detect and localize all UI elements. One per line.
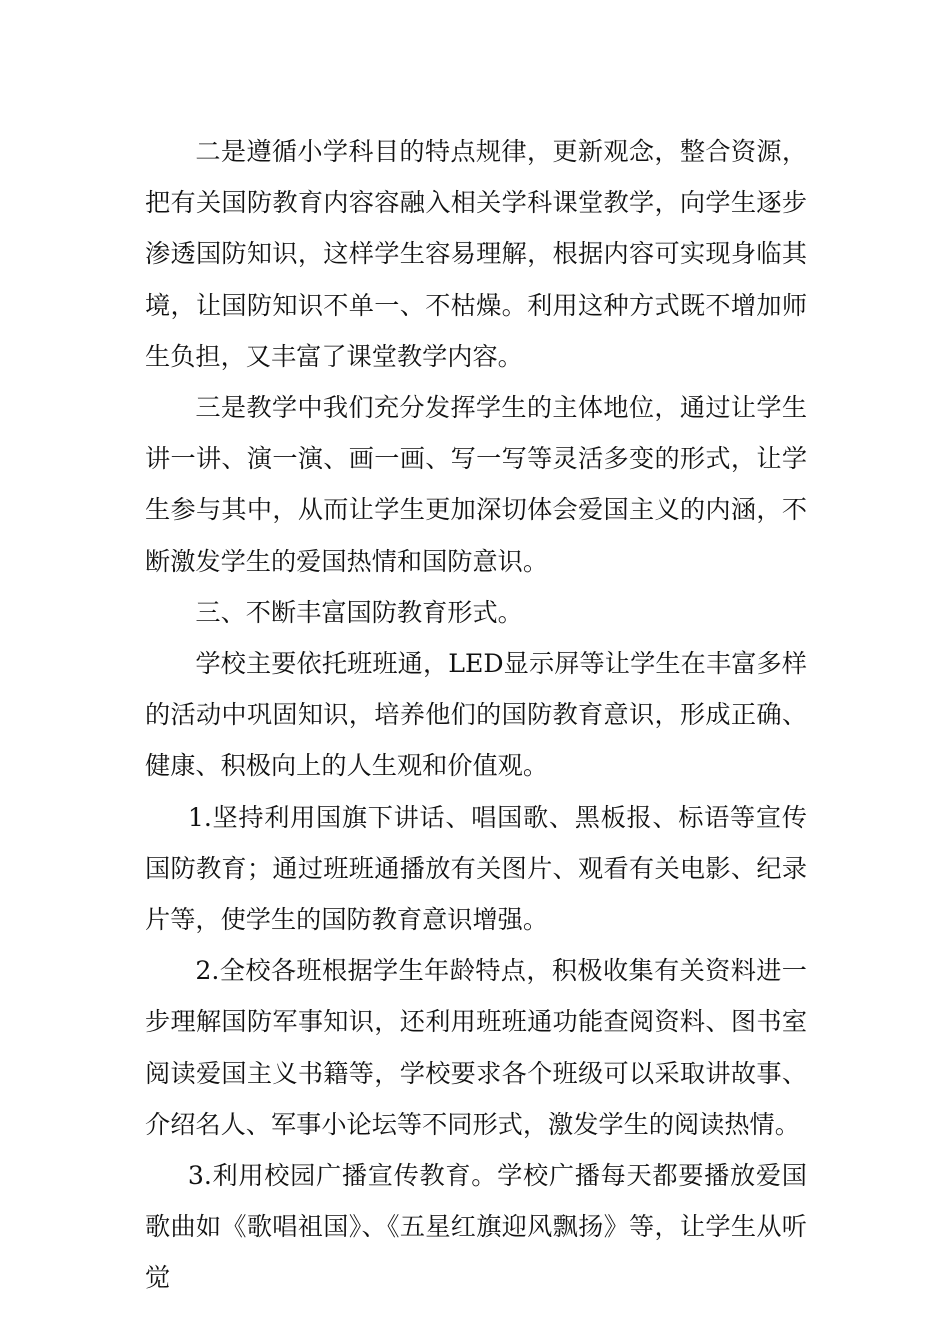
document-body [145, 126, 807, 1304]
paragraph-platform-reliance: 学校主要依托班班通，LED显示屏等让学生在丰富多样的活动中巩固知识，培养他们的国防教育意识，形成正确、健康、积极向上的人生观和价值观。 [145, 649, 807, 781]
section-heading-forms: 三、不断丰富国防教育形式。 [195, 597, 523, 627]
paragraph-student-centered: 三是教学中我们充分发挥学生的主体地位，通过让学生讲一讲、演一演、画一画、写一写等灵活多变的形式，让学生参与其中，从而让学生更加深切体会爱国主义的内涵，不断激发学生的爱国热情和国防意识。 [145, 393, 807, 576]
list-item-2: 2.全校各班根据学生年龄特点，积极收集有关资料进一步理解国防军事知识，还利用班班通功能查阅资料、图书室阅读爱国主义书籍等，学校要求各个班级可以采取讲故事、介绍名人、军事小论坛等不同形式，激发学生的阅读热情。 [145, 956, 807, 1139]
list-item-3: 3.利用校园广播宣传教育。学校广播每天都要播放爱国歌曲如《歌唱祖国》、《五星红旗迎风飘扬》等，让学生从听觉 [145, 1161, 807, 1293]
paragraph-subject-integration: 二是遵循小学科目的特点规律，更新观念，整合资源，把有关国防教育内容容融入相关学科课堂教学，向学生逐步渗透国防知识，这样学生容易理解，根据内容可实现身临其境，让国防知识不单一、不枯燥。利用这种方式既不增加师生负担，又丰富了课堂教学内容。 [145, 137, 807, 371]
list-item-1: 1.坚持利用国旗下讲话、唱国歌、黑板报、标语等宣传国防教育；通过班班通播放有关图片、观看有关电影、纪录片等，使学生的国防教育意识增强。 [145, 802, 807, 935]
